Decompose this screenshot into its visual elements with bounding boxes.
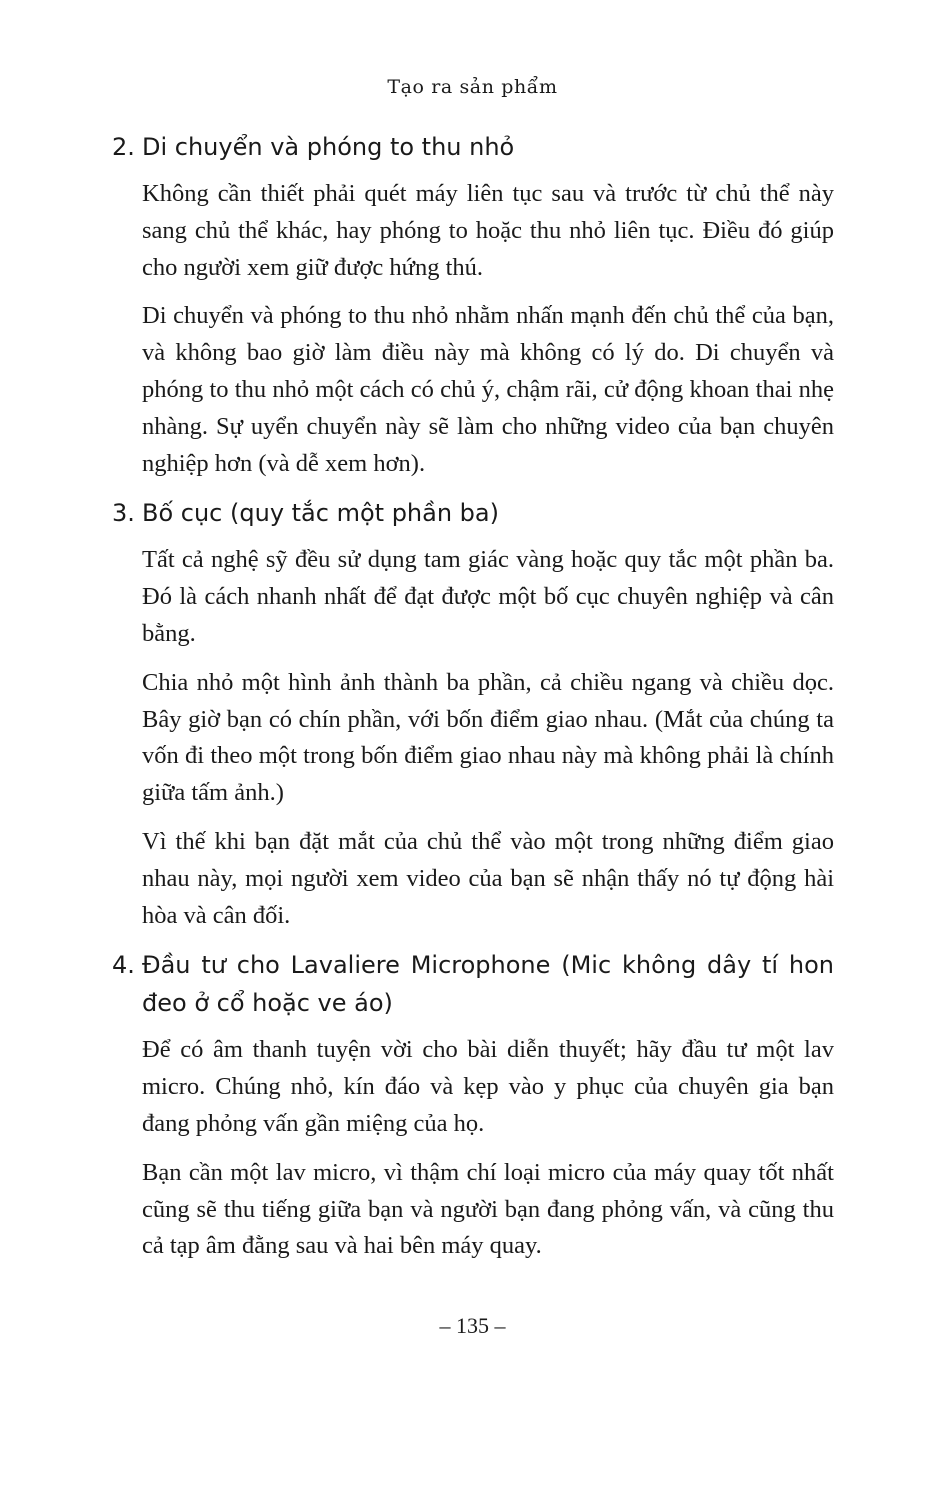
page-number: – 135 – (439, 1313, 506, 1338)
paragraph: Chia nhỏ một hình ảnh thành ba phần, cả chiều ngang và chiều dọc. Bây giờ bạn có chín phần, với bốn điểm giao nhau. (Mắt của chúng ta vốn đi theo một trong bốn điểm giao nhau này mà không phải là chính giữa tấm ảnh.) (142, 668, 834, 807)
paragraph: Bạn cần một lav micro, vì thậm chí loại micro của máy quay tốt nhất cũng sẽ thu tiếng giữa bạn và người bạn đang phỏng vấn, và cũng thu cả tạp âm đằng sau và hai bên máy quay. (142, 1158, 834, 1260)
section-heading-4 (112, 946, 834, 1022)
paragraph: Tất cả nghệ sỹ đều sử dụng tam giác vàng hoặc quy tắc một phần ba. Đó là cách nhanh nhất để đạt được một bố cục chuyên nghiệp và cân bằng. (142, 546, 834, 647)
paragraph: Vì thế khi bạn đặt mắt của chủ thể vào một trong những điểm giao nhau này, mọi người xem video của bạn sẽ nhận thấy nó tự động hài hòa và cân đối. (142, 827, 834, 929)
paragraph: Không cần thiết phải quét máy liên tục sau và trước từ chủ thể này sang chủ thể khác, hay phóng to hoặc thu nhỏ liên tục. Điều đó giúp cho người xem giữ được hứng thú. (142, 180, 834, 281)
section-heading-2 (112, 128, 834, 166)
section-number: 4. (112, 951, 135, 980)
section-title: Di chuyển và phóng to thu nhỏ (142, 133, 515, 161)
page-body (112, 128, 834, 1277)
section-heading-3 (112, 494, 834, 532)
section-title: Bố cục (quy tắc một phần ba) (142, 499, 499, 528)
paragraph: Di chuyển và phóng to thu nhỏ nhằm nhấn mạnh đến chủ thể của bạn, và không bao giờ làm điều này mà không có lý do. Di chuyển và phóng to thu nhỏ một cách có chủ ý, chậm rãi, cử động khoan thai nhẹ nhàng. Sự uyển chuyển này sẽ làm cho những video của bạn chuyên nghiệp hơn (và dễ xem hơn). (142, 302, 834, 477)
section-number: 2. (112, 133, 135, 161)
paragraph: Để có âm thanh tuyện vời cho bài diễn thuyết; hãy đầu tư một lav micro. Chúng nhỏ, kín đáo và kẹp vào y phục của chuyên gia bạn đang phỏng vấn gần miệng của họ. (142, 1036, 834, 1137)
running-header: Tạo ra sản phẩm (387, 76, 558, 98)
section-title: Đầu tư cho Lavaliere Microphone (Mic không dây tí hon đeo ở cổ hoặc ve áo) (142, 951, 834, 1018)
section-number: 3. (112, 499, 135, 528)
